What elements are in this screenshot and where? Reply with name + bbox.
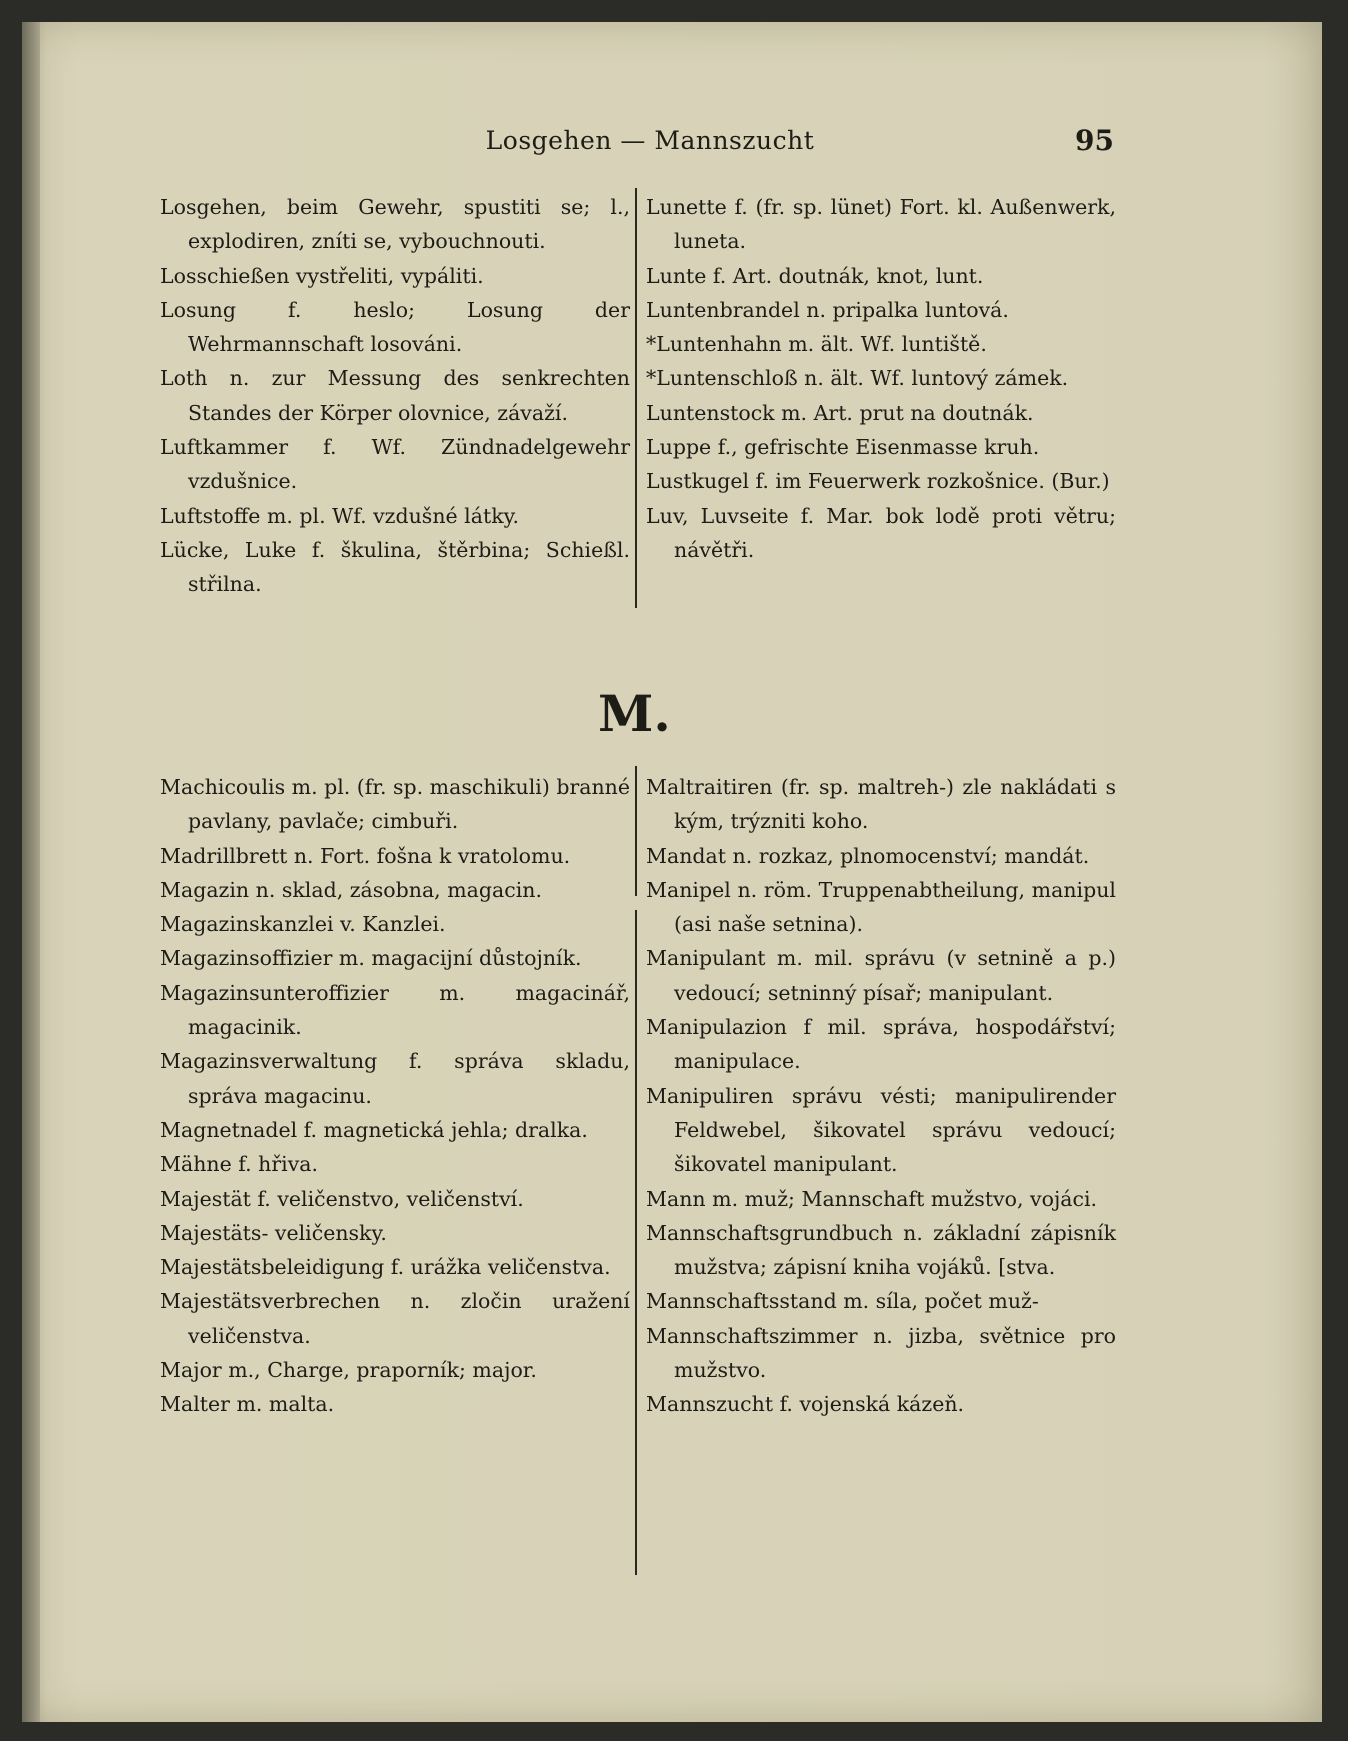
column-divider: [635, 1040, 637, 1575]
entry-luecke: Lücke, Luke f. škulina, štěrbina; Schießl. střilna.: [160, 537, 630, 597]
entry-major: Major m., Charge, praporník; major.: [160, 1358, 537, 1383]
entry-manipulant: Manipulant m. mil. správu (v setnině a p.) vedoucí; setninný písař; manipulant.: [646, 946, 1116, 1005]
entry-majestaetsverbrechen: Majestätsverbrechen n. zločin uražení veličenstva.: [160, 1289, 630, 1348]
entry-majestaets: Majestäts- veličensky.: [160, 1220, 387, 1245]
lower-right-column: [646, 770, 1116, 1422]
entry-magazinsunteroffizier: Magazinsunteroffizier m. magacinář, magacinik.: [160, 980, 630, 1040]
entry-lunte: Lunte f. Art. doutnák, knot, lunt.: [646, 263, 984, 288]
upper-left-column: [160, 190, 630, 602]
lower-left-column: [160, 770, 630, 1422]
entry-malter: Malter m. malta.: [160, 1392, 335, 1417]
entry-luppe: Luppe f., gefrischte Eisenmasse kruh.: [646, 435, 1040, 460]
entry-losschiessen: Losschießen vystřeliti, vypáliti.: [160, 263, 484, 288]
book-spine-shadow: [22, 22, 40, 1722]
entry-luv: Luv, Luvseite f. Mar. bok lodě proti větru; návětři.: [646, 503, 1116, 562]
entry-luntenbrandel: Luntenbrandel n. pripalka luntová.: [646, 297, 1009, 322]
entry-maltraitiren: Maltraitiren (fr. sp. maltreh-) zle nakládati s kým, trýzniti koho.: [646, 775, 1116, 834]
column-divider: [635, 910, 637, 1040]
entry-lunette: Lunette f. (fr. sp. lünet) Fort. kl. Außenwerk, luneta.: [646, 195, 1116, 254]
entry-losung: Losung f. heslo; Losung der Wehrmannschaft losováni.: [160, 297, 630, 357]
running-head: Losgehen — Mannszucht: [485, 126, 815, 155]
page-number: 95: [1075, 124, 1114, 157]
upper-right-column: [646, 190, 1116, 567]
entry-losgehen: Losgehen, beim Gewehr, spustiti se; l., explodiren, zníti se, vybouchnouti.: [160, 195, 630, 254]
entry-luftstoffe: Luftstoffe m. pl. Wf. vzdušné látky.: [160, 503, 519, 528]
entry-majestaet: Majestät f. veličenstvo, veličenství.: [160, 1186, 524, 1211]
entry-manipuliren: Manipuliren správu vésti; manipulirender Feldwebel, šikovatel správu vedoucí; šikovatel manipulant.: [646, 1083, 1116, 1177]
column-divider: [635, 188, 637, 608]
entry-maehne: Mähne f. hřiva.: [160, 1152, 319, 1177]
entry-luntenstock: Luntenstock m. Art. prut na doutnák.: [646, 400, 1034, 425]
entry-magnetnadel: Magnetnadel f. magnetická jehla; dralka.: [160, 1117, 588, 1142]
entry-magazinsverwaltung: Magazinsverwaltung f. správa skladu, správa magacinu.: [160, 1049, 630, 1108]
entry-magazinskanzlei: Magazinskanzlei v. Kanzlei.: [160, 912, 446, 937]
entry-magazinsoffizier: Magazinsoffizier m. magacijní důstojník.: [160, 946, 582, 971]
entry-luftkammer: Luftkammer f. Wf. Zündnadelgewehr vzdušnice.: [160, 435, 630, 494]
section-letter: M.: [598, 684, 671, 743]
entry-lustkugel: Lustkugel f. im Feuerwerk rozkošnice. (Bur.): [646, 469, 1110, 494]
entry-mannszucht: Mannszucht f. vojenská kázeň.: [646, 1392, 965, 1417]
entry-mannschaftsgrundbuch: Mannschaftsgrundbuch n. základní zápisník mužstva; zápisní kniha vojáků. [stva.: [646, 1220, 1116, 1280]
entry-loth: Loth n. zur Messung des senkrechten Standes der Körper olovnice, závaží.: [160, 366, 630, 425]
entry-majestaetsbeleidigung: Majestätsbeleidigung f. urážka veličenstva.: [160, 1255, 611, 1280]
entry-machicoulis: Machicoulis m. pl. (fr. sp. maschikuli) branné pavlany, pavlače; cimbuři.: [160, 775, 631, 834]
column-divider: [635, 766, 637, 896]
entry-mann: Mann m. muž; Mannschaft mužstvo, vojáci.: [646, 1186, 1098, 1211]
entry-mannschaftszimmer: Mannschaftszimmer n. jizba, světnice pro mužstvo.: [646, 1323, 1116, 1383]
entry-luntenschloss: *Luntenschloß n. ält. Wf. luntový zámek.: [646, 366, 1069, 391]
entry-manipulazion: Manipulazion f mil. správa, hospodářství; manipulace.: [646, 1015, 1116, 1074]
entry-mandat: Mandat n. rozkaz, plnomocenství; mandát.: [646, 843, 1090, 868]
entry-magazin: Magazin n. sklad, zásobna, magacin.: [160, 877, 542, 902]
entry-luntenhahn: *Luntenhahn m. ält. Wf. luntiště.: [646, 332, 987, 357]
entry-madrillbrett: Madrillbrett n. Fort. fošna k vratolomu.: [160, 843, 571, 868]
entry-manipel: Manipel n. röm. Truppenabtheilung, manipul (asi naše setnina).: [646, 877, 1116, 937]
entry-mannschaftsstand: Mannschaftsstand m. síla, počet muž-: [646, 1289, 1039, 1314]
